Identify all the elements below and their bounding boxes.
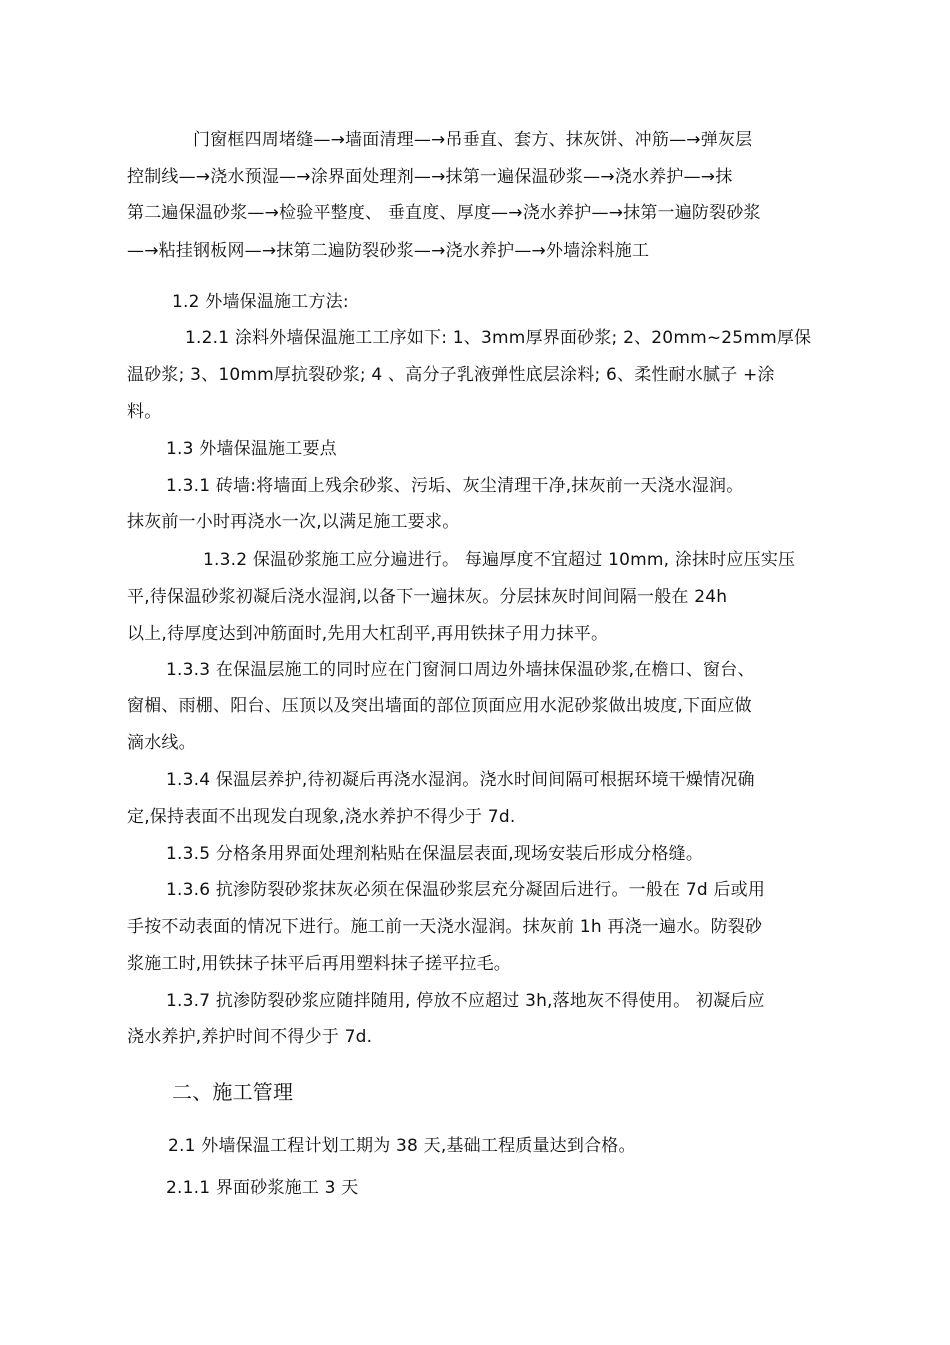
paragraph-line: 2.1 外墙保温工程计划工期为 38 天,基础工程质量达到合格。 bbox=[168, 1136, 636, 1156]
paragraph-line: 1.3.4 保温层养护,待初凝后再浇水湿润。浇水时间间隔可根据环境干燥情况确 bbox=[166, 770, 755, 790]
paragraph-line: 第二遍保温砂浆—→检验平整度、 垂直度、厚度—→浇水养护—→抹第一遍防裂砂浆 bbox=[127, 203, 761, 223]
paragraph-line: 抹灰前一小时再浇水一次,以满足施工要求。 bbox=[127, 512, 460, 532]
section-heading: 1.2 外墙保温施工方法: bbox=[172, 292, 349, 312]
paragraph-line: 滴水线。 bbox=[127, 733, 196, 753]
paragraph-line: 门窗框四周堵缝—→墙面清理—→吊垂直、套方、抹灰饼、冲筋—→弹灰层 bbox=[193, 130, 753, 150]
paragraph-line: 浆施工时,用铁抹子抹平后再用塑料抹子搓平拉毛。 bbox=[127, 954, 512, 974]
paragraph-line: 定,保持表面不出现发白现象,浇水养护不得少于 7d. bbox=[127, 807, 516, 827]
section-heading: 1.3 外墙保温施工要点 bbox=[166, 439, 337, 459]
chapter-heading: 二、施工管理 bbox=[172, 1080, 294, 1104]
paragraph-line: 料。 bbox=[127, 402, 162, 422]
paragraph-line: 1.3.3 在保温层施工的同时应在门窗洞口周边外墙抹保温砂浆,在檐口、窗台、 bbox=[166, 660, 755, 680]
paragraph-line: 1.3.7 抗渗防裂砂浆应随拌随用, 停放不应超过 3h,落地灰不得使用。 初凝后应 bbox=[166, 991, 765, 1011]
paragraph-line: 以上,待厚度达到冲筋面时,先用大杠刮平,再用铁抹子用力抹平。 bbox=[127, 624, 609, 644]
paragraph-line: 1.3.2 保温砂浆施工应分遍进行。 每遍厚度不宜超过 10mm, 涂抹时应压实压 bbox=[203, 550, 796, 570]
paragraph-line: 窗楣、雨棚、阳台、压顶以及突出墙面的部位顶面应用水泥砂浆做出坡度,下面应做 bbox=[127, 696, 752, 716]
paragraph-line: 浇水养护,养护时间不得少于 7d. bbox=[127, 1027, 373, 1047]
paragraph-line: 温砂浆; 3、10mm厚抗裂砂浆; 4 、高分子乳液弹性底层涂料; 6、柔性耐水腻子 +涂 bbox=[127, 365, 775, 385]
paragraph-line: —→粘挂钢板网—→抹第二遍防裂砂浆—→浇水养护—→外墙涂料施工 bbox=[127, 241, 650, 261]
paragraph-line: 2.1.1 界面砂浆施工 3 天 bbox=[166, 1178, 359, 1198]
paragraph-line: 1.3.5 分格条用界面处理剂粘贴在保温层表面,现场安装后形成分格缝。 bbox=[166, 844, 704, 864]
paragraph-line: 1.3.6 抗渗防裂砂浆抹灰必须在保温砂浆层充分凝固后进行。一般在 7d 后或用 bbox=[166, 880, 766, 900]
paragraph-line: 控制线—→浇水预湿—→涂界面处理剂—→抹第一遍保温砂浆—→浇水养护—→抹 bbox=[127, 167, 733, 187]
paragraph-line: 平,待保温砂浆初凝后浇水湿润,以备下一遍抹灰。分层抹灰时间间隔一般在 24h bbox=[127, 587, 728, 607]
paragraph-line: 1.2.1 涂料外墙保温施工工序如下: 1、3mm厚界面砂浆; 2、20mm~25mm厚保 bbox=[185, 328, 812, 348]
paragraph-line: 1.3.1 砖墙:将墙面上残余砂浆、污垢、灰尘清理干净,抹灰前一天浇水湿润。 bbox=[166, 476, 744, 496]
paragraph-line: 手按不动表面的情况下进行。施工前一天浇水湿润。抹灰前 1h 再浇一遍水。防裂砂 bbox=[127, 917, 763, 937]
